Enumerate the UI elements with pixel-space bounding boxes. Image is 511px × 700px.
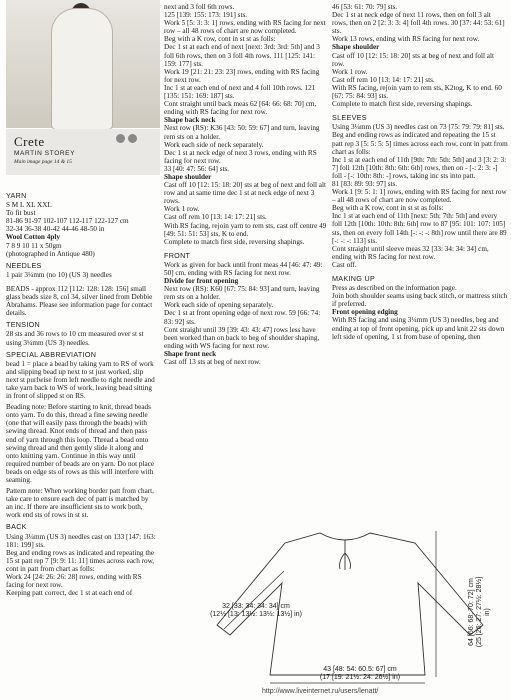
mid-p15: Cast off rem 10 [13: 14: 17: 21] sts. xyxy=(164,213,267,222)
right-column xyxy=(332,3,508,341)
making-m3: With RS facing and using 3¼mm (US 3) needles, beg and ending at top of front opening, pick up and knit 22 sts down left side of opening, 1 st from base of opening, then xyxy=(332,316,505,341)
mid-p4: Beg with a K row, cont in st st as folls: xyxy=(164,35,276,44)
dot-icon xyxy=(116,134,125,143)
sleeve-s2: Beg and ending rows as indicated and repeating the 15 st patt rep 3 [5: 5: 5: 5] times across each row, cont in patt from chart as folls: xyxy=(332,131,508,156)
bust-in: 32-34 36-38 40-42 44-46 48-50 in xyxy=(6,225,105,234)
sleeves-heading: SLEEVES xyxy=(332,113,367,123)
right-r6: Cast off rem 10 [13: 14: 17: 21] sts. xyxy=(332,75,435,84)
mid-p9: Next row (RS): K36 [43: 50: 59: 67] and turn, leaving rem sts on a holder. xyxy=(164,124,320,141)
right-r1: 46 [53: 61: 70: 79] sts. xyxy=(332,3,398,11)
divide-front: Divide for front opening xyxy=(164,277,239,286)
pattern-note: Pattern note: When working border patt from chart, take care to ensure each dec of patt is matched by an inc. If there are insufficient sts to work both, work end sts of rows in st st. xyxy=(6,487,154,520)
back-text-4: Keeping patt correct, dec 1 st at each end of xyxy=(6,589,133,598)
bust-cm: 81-86 91-97 102-107 112-117 122-127 cm xyxy=(6,217,129,226)
right-shape-shoulder: Shape shoulder xyxy=(332,43,380,52)
shape-front-neck: Shape front neck xyxy=(164,349,217,358)
sleeve-s9: Cast off. xyxy=(332,260,357,269)
left-column xyxy=(6,188,156,597)
model-photo xyxy=(6,0,160,128)
front-heading: FRONT xyxy=(164,250,191,260)
mid-p13: Cast off 10 [12: 15: 18: 20] sts at beg of next and foll alt row and at same time dec 1 st at neck edge of next 3 rows. xyxy=(164,181,326,206)
width-measurement: 43 [48: 54: 60.5: 67] cm (17 [19: 21½: 24: 26½] in) xyxy=(319,666,401,681)
sleeve-s6: Beg with a K row, cont in st st as folls: xyxy=(332,204,444,213)
mid-p14: Work 1 row. xyxy=(164,205,200,214)
mid-p10: Work each side of neck separately. xyxy=(164,140,264,149)
pattern-title: Crete xyxy=(14,134,45,149)
sleeve-s8: Cont straight until sleeve meas 32 [33: 34: 34: 34] cm, ending with RS facing for next row. xyxy=(332,244,489,261)
sizes-row: S M L XL XXL xyxy=(6,201,52,210)
front-p6: Cast off 13 sts at beg of next row. xyxy=(164,358,261,367)
beads-text: BEADS - approx 112 [112: 128: 128: 156] small glass beads size 8, col 34, silver lined from Debbie Abrahams. Please see information page for contact details. xyxy=(6,284,153,318)
mid-p1: next and 3 foll 6th rows. xyxy=(164,3,235,11)
front-p4: Dec 1 st at front opening edge of next row. 59 [66: 74: 83: 92] sts. xyxy=(164,309,321,326)
to-fit: To fit bust xyxy=(6,209,36,218)
tension-text: 28 sts and 36 rows to 10 cm measured over st st using 3¼mm (US 3) needles. xyxy=(6,330,144,347)
back-text-2: Beg and ending rows as indicated and repeating the 15 st patt rep 7 [9: 9: 11: 11] times across each row, cont in patt from chart as folls: xyxy=(6,548,155,573)
photo-colour: (photographed in Antique 480) xyxy=(6,249,95,258)
designer-name: MARTIN STOREY xyxy=(14,150,76,157)
making-up-heading: MAKING UP xyxy=(332,274,376,283)
making-m2: Join both shoulder seams using back stitch, or mattress stitch if preferred. xyxy=(332,292,508,309)
ball-counts: 7 8 9 10 11 x 50gm xyxy=(6,241,62,250)
mid-p3: Work 5 [5: 3: 3: 1] rows, ending with RS facing for next row – all 48 rows of chart are now completed. xyxy=(164,19,326,36)
yarn-name: Wool Cotton 4ply xyxy=(6,233,60,242)
sleeve-s1: Using 3¼mm (US 3) needles cast on 73 [75: 79: 79: 81] sts. xyxy=(332,123,505,132)
right-r8: Complete to match first side, reversing shapings. xyxy=(332,100,473,109)
image-reference: Main image page 14 & 15 xyxy=(14,159,72,165)
sleeve-s7: Inc 1 st at each end of 11th [next: 5th: 7th: 5th] and every foll 12th [10th: 10th: 8th: 6th] row to 87 [95: 101: 107: 105] sts, then on every foll 14th [-: -: -: 8th] row until there are 89 [-: -: -: 113] sts. xyxy=(332,212,507,245)
mid-p2: 125 [139: 155: 173: 191] sts. xyxy=(164,11,248,20)
right-r2: Dec 1 st at neck edge of next 11 rows, then on foll 3 alt rows, then on 2 [2: 3: 3: 4] foll 4th rows. 30 [37: 44: 53: 61] sts. xyxy=(332,11,505,36)
sleeve-s5: Work 1 [9: 5: 1: 1] rows, ending with RS facing for next row – all 48 rows of chart are now completed. xyxy=(332,188,507,205)
mid-p12: 33 [40: 47: 56: 64] sts. xyxy=(164,164,230,173)
mid-p5: Dec 1 st at each end of next [next: 3rd: 3rd: 5th] and 3 foll 6th rows, then on 3 foll 4th rows. 111 [125: 141: 159: 177] sts. xyxy=(164,43,320,68)
sleeve-s4: 81 [83: 89: 93: 97] sts. xyxy=(332,179,398,188)
shape-back-neck: Shape back neck xyxy=(164,116,216,125)
special-text: bead 1 = place a bead by taking yarn to RS of work and slipping bead up next to st just worked, slip next st purlwise from left needle to right needle and take yarn back to WS of work, leaving bead sitting in front of slipped st on RS. xyxy=(6,359,155,401)
model-figure xyxy=(51,8,113,130)
shape-shoulder: Shape shoulder xyxy=(164,172,212,181)
mid-p17: Complete to match first side, reversing shapings. xyxy=(164,237,305,246)
front-opening-edging: Front opening edging xyxy=(332,308,398,317)
sleeve-s3: Inc 1 st at each end of 11th [9th: 7th: 5th: 5th] and 3 [3: 2: 3: 7] foll 12th [10th: 8th: 6th: 6th] rows, then on - [-: 2: 3: -] foll - [-: 10th: 8th: -] rows, taking inc sts into patt. xyxy=(332,155,507,180)
yarn-heading: YARN xyxy=(6,191,27,200)
needles-text: 1 pair 3¼mm (no 10) (US 3) needles xyxy=(6,270,112,279)
back-heading: BACK xyxy=(6,522,27,532)
special-heading: SPECIAL ABBREVIATION xyxy=(6,349,97,359)
watermark-url: http://www.liveinternet.ru/users/lenatt/ xyxy=(262,688,379,695)
front-p1: Work as given for back until front meas 44 [46: 47: 49: 50] cm, ending with RS facing for next row. xyxy=(164,260,323,277)
back-text-1: Using 3¼mm (US 3) needles cast on 133 [147: 163: 181: 199] sts. xyxy=(6,532,156,549)
needles-heading: NEEDLES xyxy=(6,260,42,270)
tension-heading: TENSION xyxy=(6,320,41,330)
mid-p6: Work 19 [21: 21: 23: 23] rows, ending with RS facing for next row. xyxy=(164,67,320,84)
mid-p8: Cont straight until back meas 62 [64: 66: 68: 70] cm, ending with RS facing for next row. xyxy=(164,100,317,117)
front-p3: Work each side of opening separately. xyxy=(164,301,274,310)
mid-p7: Inc 1 st at each end of next and 4 foll 10th rows. 121 [135: 151: 169: 187] sts. xyxy=(164,83,316,101)
right-r7: With RS facing, rejoin yarn to rem sts, K2tog, K to end. 60 [67: 75: 84: 93] sts. xyxy=(332,83,502,101)
front-p2: Next row (RS): K60 [67: 75: 84: 93] and turn, leaving rem sts on a holder. xyxy=(164,285,320,302)
mid-p11: Dec 1 st at neck edge of next 3 rows, ending with RS facing for next row. xyxy=(164,148,317,165)
back-text-3: Work 24 [24: 26: 26: 28] rows, ending with RS facing for next row. xyxy=(6,573,142,590)
beading-note: Beading note: Before starting to knit, thread beads onto yarn. To do this, thread a fine sewing needle (one that will easily pass through the beads) with sewing thread. Knot ends of thread and then pass end of yarn through this loop. Thread a bead onto sewing thread and then gently slide it along and onto knitting yarn. Continue in this way until required number of beads are on yarn. Do not place beads on edge sts of rows as this will interfere with seaming. xyxy=(6,403,155,484)
middle-column xyxy=(164,3,327,366)
sleeve-measurement: 32 [33: 34: 34: 34] cm (12½ [13: 13½: 13½: 13½] in) xyxy=(210,603,302,618)
dot-icon xyxy=(128,134,137,143)
mid-p16: With RS facing, rejoin yarn to rem sts, cast off centre 49 [49: 51: 51: 53] sts, K to end. xyxy=(164,221,327,238)
right-r3: Work 13 rows, ending with RS facing for next row. xyxy=(332,35,480,44)
right-r5: Work 1 row. xyxy=(332,67,368,76)
right-r4: Cast off 10 [12: 15: 18: 20] sts at beg of next and foll alt row. xyxy=(332,51,494,68)
length-measurement: 64 [66: 68: 70: 72] cm (25 [26: 27: 27½: 28½] in) xyxy=(468,576,491,648)
difficulty-dots xyxy=(116,130,140,148)
making-m1: Press as described on the information page. xyxy=(332,284,457,293)
front-p5: Cont straight until 39 [39: 43: 43: 47] rows less have been worked than on back to beg of shoulder shaping, ending with WS facing for next row. xyxy=(164,325,320,350)
